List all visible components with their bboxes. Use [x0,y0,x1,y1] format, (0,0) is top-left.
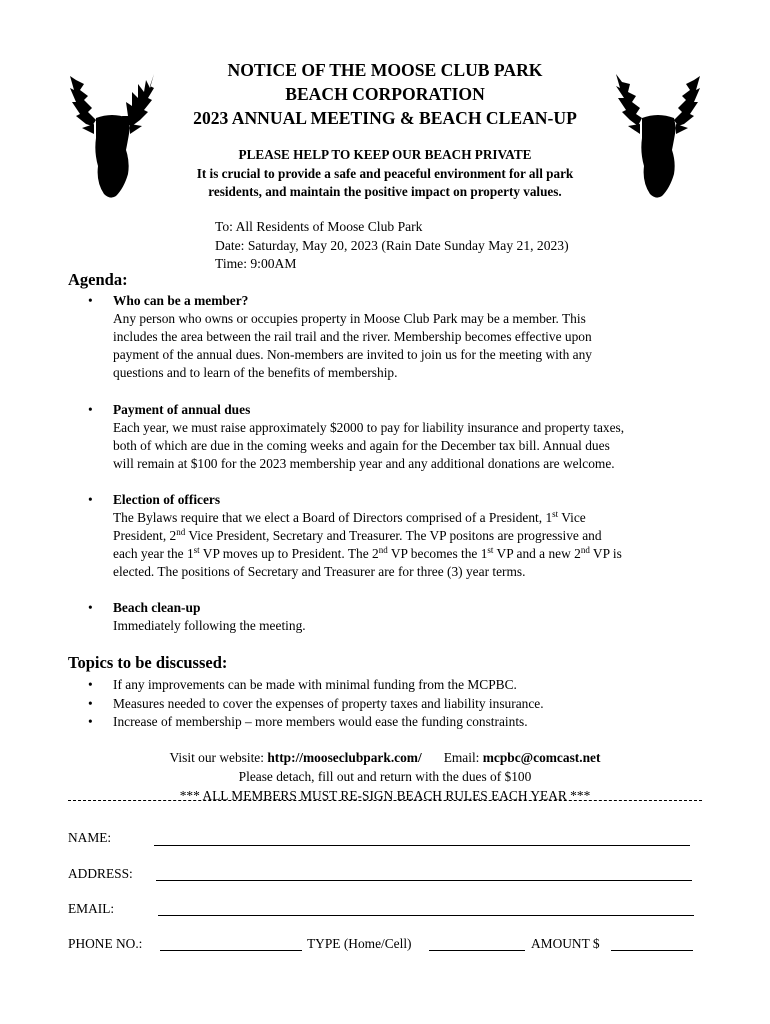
meeting-details [215,218,569,274]
amount-field[interactable] [611,950,693,951]
phone-field[interactable] [160,950,302,951]
agenda-item-membership [88,292,698,382]
detach-instruction: Please detach, fill out and return with the dues of $100 [238,769,532,784]
moose-head-right-icon [612,66,704,202]
bullet-icon: • [88,293,93,308]
bullet-icon: • [88,677,93,692]
agenda-item-election [88,491,698,581]
agenda-item-title: Beach clean-up [113,600,201,615]
agenda-item-line: The Bylaws require that we elect a Board of Directors comprised of a President, 1st Vice [113,509,586,525]
bullet-icon: • [88,402,93,417]
title-line-2: BEACH CORPORATION [285,84,485,104]
agenda-item-line: Immediately following the meeting. [113,618,306,633]
list-item: • Measures needed to cover the expenses of property taxes and liability insurance. [88,695,544,711]
website-link[interactable]: http://mooseclubpark.com/ [267,750,422,765]
name-field[interactable] [154,845,690,846]
subtitle-line-2: It is crucial to provide a safe and peaceful environment for all park [196,165,574,181]
agenda-item-title: Who can be a member? [113,293,249,308]
agenda-item-title: Payment of annual dues [113,402,251,417]
email-label: EMAIL: [68,901,115,916]
address-field[interactable] [156,880,692,881]
amount-label: AMOUNT $ [531,936,600,951]
bullet-icon: • [88,695,93,711]
detach-divider [68,800,702,801]
type-label: TYPE (Home/Cell) [307,936,412,951]
agenda-item-title: Election of officers [113,492,221,507]
address-label: ADDRESS: [68,866,133,881]
email-field[interactable] [158,915,694,916]
agenda-item-line: Any person who owns or occupies property in Moose Club Park may be a member. This [113,311,586,326]
agenda-item-line: each year the 1st VP moves up to President. The 2nd VP becomes the 1st VP and a new 2nd VP is [113,545,622,561]
agenda-item-line: elected. The positions of Secretary and Treasurer are for three (3) year terms. [113,564,526,579]
agenda-item-line: questions and to learn of the benefits of membership. [113,365,398,380]
list-item: • If any improvements can be made with minimal funding from the MCPBC. [88,677,517,692]
meeting-date: Date: Saturday, May 20, 2023 (Rain Date Sunday May 21, 2023) [215,237,569,253]
subtitle-line-3: residents, and maintain the positive impact on property values. [208,184,562,199]
agenda-item-line: will remain at $100 for the 2023 membership year and any additional donations are welcome. [113,456,615,471]
topics-heading: Topics to be discussed: [68,653,228,672]
agenda-item-line: both of which are due in the coming weeks and again for the December tax bill. Annual dues [113,438,610,453]
agenda-item-line: payment of the annual dues. Non-members are invited to join us for the meeting with any [113,347,592,362]
agenda-item-line: Each year, we must raise approximately $2000 to pay for liability insurance and property taxes, [113,420,625,435]
name-label: NAME: [68,830,112,845]
resign-notice: *** ALL MEMBERS MUST RE-SIGN BEACH RULES EACH YEAR *** [179,788,591,803]
meeting-time: Time: 9:00AM [215,256,297,272]
type-field[interactable] [429,950,525,951]
notice-subtitle [150,146,620,202]
agenda-item-cleanup [88,599,698,635]
topics-list [88,676,708,732]
title-line-3: 2023 ANNUAL MEETING & BEACH CLEAN-UP [193,108,577,128]
email-link[interactable]: mcpbc@comcast.net [482,750,601,765]
contact-line: Visit our website: http://mooseclubpark.com/ Email: mcpbc@comcast.net [169,750,601,765]
agenda-heading: Agenda: [68,270,128,289]
notice-title [150,58,620,130]
subtitle-line-1: PLEASE HELP TO KEEP OUR BEACH PRIVATE [238,147,532,162]
agenda-item-line: includes the area between the rail trail and the river. Membership becomes effective upon [113,329,592,344]
list-item: • Increase of membership – more members would ease the funding constraints. [88,714,528,730]
title-line-1: NOTICE OF THE MOOSE CLUB PARK [227,60,543,80]
agenda-item-dues [88,401,698,473]
bullet-icon: • [88,492,93,507]
agenda-item-line: President, 2nd Vice President, Secretary and Treasurer. The VP positons are progressive and [113,527,602,543]
phone-label: PHONE NO.: [68,936,143,951]
bullet-icon: • [88,600,93,615]
meeting-to: To: All Residents of Moose Club Park [215,219,423,234]
moose-head-left-icon [66,66,158,202]
contact-footer [68,748,702,805]
bullet-icon: • [88,714,93,730]
